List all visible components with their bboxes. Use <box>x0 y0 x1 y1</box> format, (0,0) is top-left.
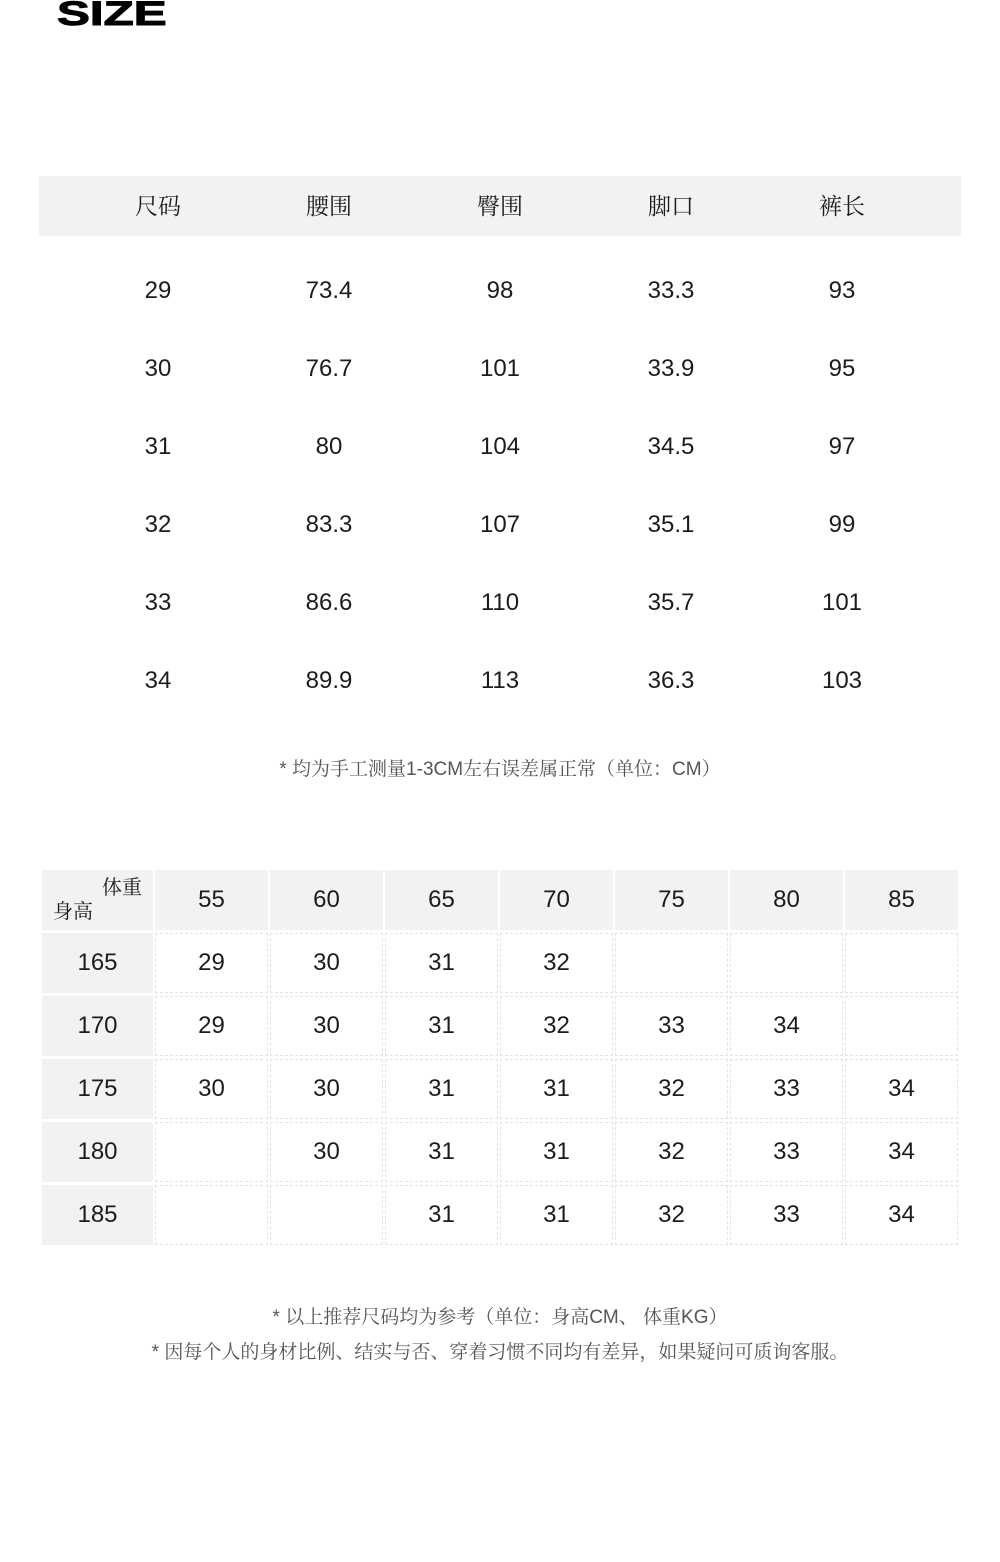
size-cell: 34 <box>845 1059 958 1119</box>
table-cell: 89.9 <box>305 667 353 694</box>
table-row <box>73 330 928 408</box>
size-cell: 30 <box>270 933 383 993</box>
height-axis-label: 身高 <box>53 901 93 923</box>
size-cell <box>845 933 958 993</box>
height-header: 165 <box>42 933 153 993</box>
table-cell: 86.6 <box>305 589 353 616</box>
size-cell <box>155 1122 268 1182</box>
recommend-table <box>42 870 958 1248</box>
size-cell: 33 <box>615 996 728 1056</box>
table-cell: 93 <box>828 277 856 304</box>
table-cell: 97 <box>828 433 856 460</box>
size-cell: 31 <box>500 1059 613 1119</box>
size-cell: 30 <box>270 1059 383 1119</box>
size-cell <box>155 1185 268 1245</box>
size-table-header <box>39 176 961 236</box>
size-cell <box>615 933 728 993</box>
height-header: 185 <box>42 1185 153 1245</box>
table-cell: 80 <box>315 433 343 460</box>
size-cell: 31 <box>385 1122 498 1182</box>
table-cell: 107 <box>479 511 521 538</box>
table-row <box>73 486 928 564</box>
table-row <box>73 564 928 642</box>
weight-header: 55 <box>155 870 268 930</box>
height-header: 175 <box>42 1059 153 1119</box>
height-header: 180 <box>42 1122 153 1182</box>
table-cell: 103 <box>821 667 863 694</box>
size-cell: 32 <box>500 933 613 993</box>
size-cell: 34 <box>730 996 843 1056</box>
size-cell: 31 <box>385 1059 498 1119</box>
size-table <box>39 176 961 720</box>
table-row <box>42 1122 958 1182</box>
table-cell: 36.3 <box>647 667 695 694</box>
table-cell: 104 <box>479 433 521 460</box>
size-cell: 33 <box>730 1059 843 1119</box>
table-cell: 33.9 <box>647 355 695 382</box>
measurement-note: * 均为手工测量1-3CM左右误差属正常（单位：CM） <box>279 759 721 780</box>
table-cell: 113 <box>480 667 520 694</box>
size-cell: 30 <box>270 996 383 1056</box>
size-cell: 31 <box>500 1185 613 1245</box>
table-cell: 98 <box>486 277 514 304</box>
weight-header: 85 <box>845 870 958 930</box>
size-cell: 30 <box>270 1122 383 1182</box>
weight-header: 65 <box>385 870 498 930</box>
weight-header: 60 <box>270 870 383 930</box>
table-cell: 73.4 <box>305 277 353 304</box>
table-row <box>73 642 928 720</box>
table-cell: 29 <box>144 277 172 304</box>
weight-header: 70 <box>500 870 613 930</box>
recommend-table-header <box>42 870 958 930</box>
size-cell: 31 <box>385 933 498 993</box>
column-header-size: 尺码 <box>135 193 181 219</box>
table-row <box>42 933 958 993</box>
size-cell <box>270 1185 383 1245</box>
table-cell: 101 <box>479 355 521 382</box>
table-cell: 99 <box>828 511 856 538</box>
table-row <box>42 1059 958 1119</box>
height-header: 170 <box>42 996 153 1056</box>
size-cell <box>730 933 843 993</box>
table-row <box>73 252 928 330</box>
size-cell <box>845 996 958 1056</box>
size-cell: 29 <box>155 933 268 993</box>
corner-header <box>42 870 153 930</box>
column-header-hip: 臀围 <box>477 193 523 219</box>
weight-header: 75 <box>615 870 728 930</box>
size-cell: 32 <box>615 1059 728 1119</box>
table-cell: 31 <box>144 433 172 460</box>
column-header-waist: 腰围 <box>306 193 352 219</box>
page-title: SIZE <box>57 0 167 33</box>
size-cell: 32 <box>615 1185 728 1245</box>
table-cell: 34 <box>144 667 172 694</box>
table-cell: 83.3 <box>305 511 353 538</box>
size-cell: 33 <box>730 1122 843 1182</box>
table-cell: 76.7 <box>305 355 353 382</box>
table-cell: 30 <box>144 355 172 382</box>
weight-header: 80 <box>730 870 843 930</box>
column-header-length: 裤长 <box>819 193 865 219</box>
table-cell: 32 <box>144 511 172 538</box>
size-cell: 32 <box>500 996 613 1056</box>
table-cell: 95 <box>828 355 856 382</box>
table-cell: 34.5 <box>647 433 695 460</box>
table-cell: 35.7 <box>647 589 695 616</box>
table-cell: 101 <box>821 589 863 616</box>
column-header-hem: 脚口 <box>648 193 694 219</box>
disclaimer-note: * 因每个人的身材比例、结实与否、穿着习惯不同均有差异，如果疑问可质询客服。 <box>151 1342 849 1363</box>
table-cell: 110 <box>480 589 520 616</box>
table-row <box>73 408 928 486</box>
table-row <box>42 1185 958 1245</box>
table-cell: 33 <box>144 589 172 616</box>
size-table-body <box>39 252 961 720</box>
size-cell: 30 <box>155 1059 268 1119</box>
table-cell: 33.3 <box>647 277 695 304</box>
size-cell: 34 <box>845 1122 958 1182</box>
size-cell: 31 <box>385 996 498 1056</box>
size-cell: 34 <box>845 1185 958 1245</box>
size-cell: 33 <box>730 1185 843 1245</box>
table-row <box>42 996 958 1056</box>
size-cell: 31 <box>500 1122 613 1182</box>
size-cell: 31 <box>385 1185 498 1245</box>
size-cell: 29 <box>155 996 268 1056</box>
weight-axis-label: 体重 <box>102 877 142 899</box>
table-cell: 35.1 <box>647 511 695 538</box>
size-cell: 32 <box>615 1122 728 1182</box>
recommendation-note: * 以上推荐尺码均为参考（单位：身高CM、 体重KG） <box>272 1307 728 1328</box>
